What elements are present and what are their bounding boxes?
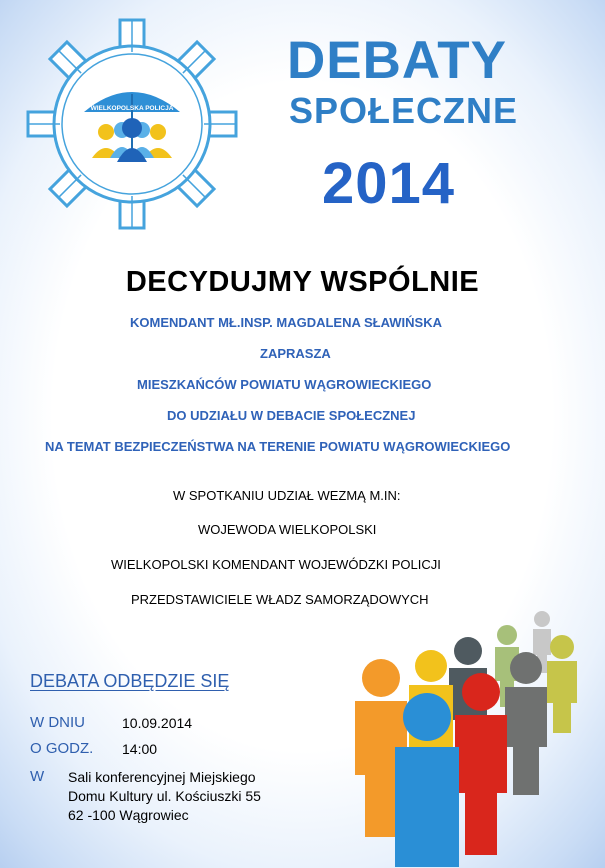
time-label: O GODZ. xyxy=(30,740,94,757)
headline: DECYDUJMY WSPÓLNIE xyxy=(125,266,480,298)
person-icon xyxy=(505,652,547,795)
place-label: W xyxy=(30,768,45,785)
person-icon xyxy=(547,635,577,733)
time-value: 14:00 xyxy=(122,741,158,757)
crowd-of-people-icon xyxy=(355,605,590,868)
participants-intro: W SPOTKANIU UDZIAŁ WEZMĄ M.IN: xyxy=(173,488,401,503)
invitation-line: ZAPRASZA xyxy=(260,346,331,361)
date-label: W DNIU xyxy=(30,714,85,731)
participant-item: WIELKOPOLSKI KOMENDANT WOJEWÓDZKI POLICJI xyxy=(111,557,441,572)
badge-text: WIELKOPOLSKA POLICJA xyxy=(90,105,174,112)
invitation-line: NA TEMAT BEZPIECZEŃSTWA NA TERENIE POWIATU WĄGROWIECKIEGO xyxy=(45,439,511,454)
year-label: 2014 xyxy=(322,151,456,216)
invitation-line: KOMENDANT MŁ.INSP. MAGDALENA SŁAWIŃSKA xyxy=(130,315,442,330)
invitation-line: MIESZKAŃCÓW POWIATU WĄGROWIECKIEGO xyxy=(137,377,432,392)
invitation-line: DO UDZIAŁU W DEBACIE SPOŁECZNEJ xyxy=(167,408,416,423)
place-line: Domu Kultury ul. Kościuszki 55 xyxy=(68,788,261,804)
place-line: 62 -100 Wągrowiec xyxy=(68,807,189,823)
page-title-line1: DEBATY xyxy=(287,31,507,90)
police-star-logo xyxy=(22,14,242,234)
person-icon xyxy=(395,693,459,867)
participant-item: WOJEWODA WIELKOPOLSKI xyxy=(198,522,377,537)
date-value: 10.09.2014 xyxy=(122,715,193,731)
page-title-line2: SPOŁECZNE xyxy=(289,90,519,131)
details-heading: DEBATA ODBĘDZIE SIĘ xyxy=(30,671,230,691)
participant-item: PRZEDSTAWICIELE WŁADZ SAMORZĄDOWYCH xyxy=(131,592,429,607)
place-line: Sali konferencyjnej Miejskiego xyxy=(68,769,256,785)
